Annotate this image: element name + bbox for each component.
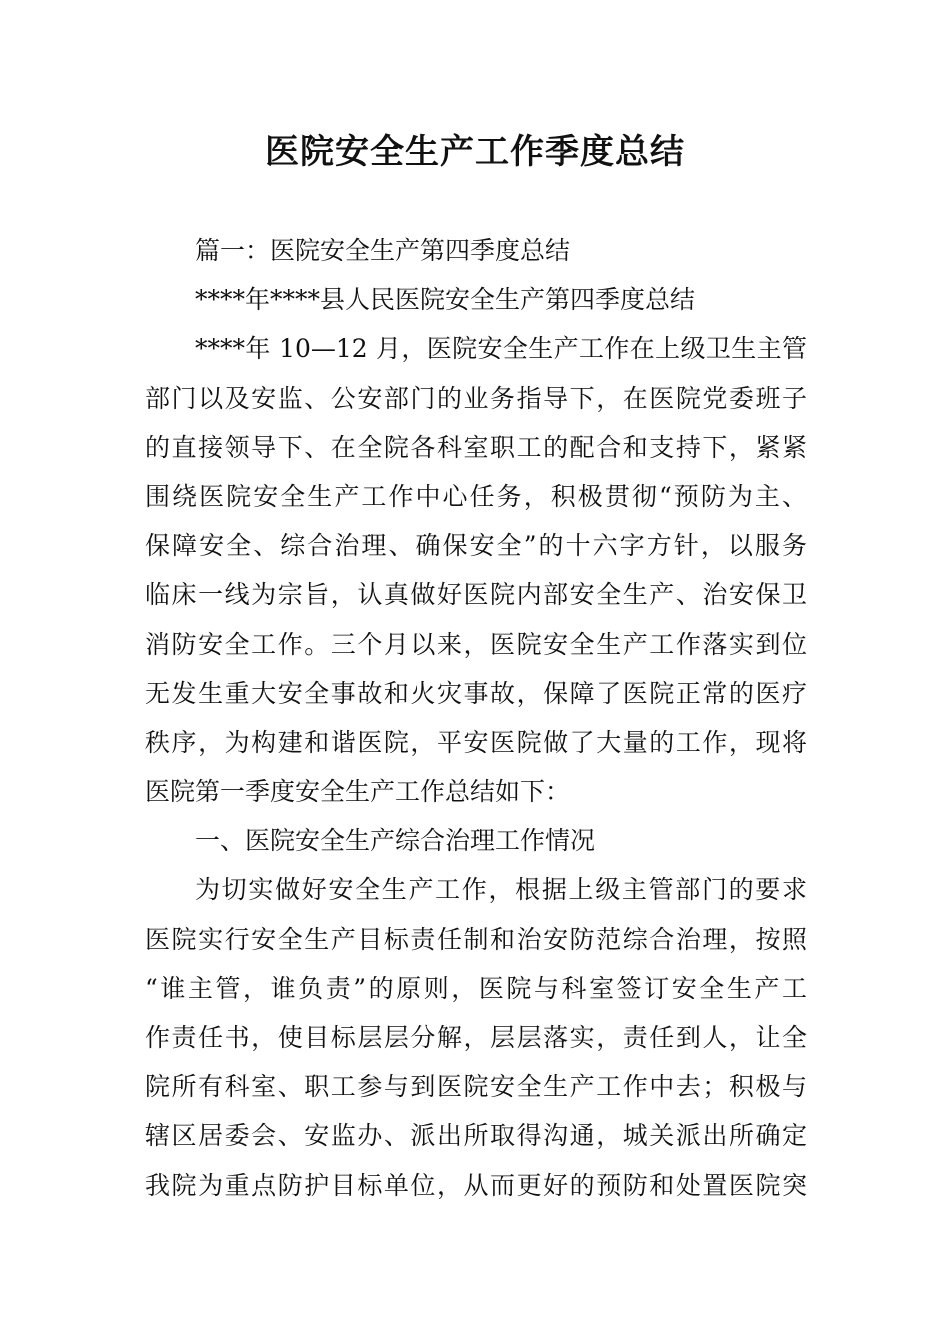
section-heading: 一、医院安全生产综合治理工作情况 [195, 826, 596, 856]
paragraph-line: 临床一线为宗旨，认真做好医院内部安全生产、治安保卫 [145, 580, 807, 610]
document-title: 医院安全生产工作季度总结 [265, 132, 685, 172]
paragraph-line: 秩序，为构建和谐医院，平安医院做了大量的工作，现将 [145, 727, 807, 757]
paragraph-line: “谁主管，谁负责”的原则，医院与科室签订安全生产工 [145, 973, 807, 1003]
paragraph-line: 辖区居委会、安监办、派出所取得沟通，城关派出所确定 [145, 1121, 807, 1151]
paragraph-line: 无发生重大安全事故和火灾事故，保障了医院正常的医疗 [145, 678, 807, 708]
paragraph-line: 作责任书，使目标层层分解，层层落实，责任到人，让全 [145, 1023, 807, 1052]
paragraph-line: 消防安全工作。三个月以来，医院安全生产工作落实到位 [145, 629, 807, 659]
paragraph-line: 保障安全、综合治理、确保安全”的十六字方针，以服务 [145, 531, 807, 561]
section-heading: 篇一：医院安全生产第四季度总结 [195, 236, 571, 265]
paragraph-line: ****年 10—12 月，医院安全生产工作在上级卫生主管 [195, 334, 807, 364]
paragraph-line: 院所有科室、职工参与到医院安全生产工作中去；积极与 [145, 1072, 807, 1102]
subtitle-line: ****年****县人民医院安全生产第四季度总结 [195, 285, 696, 315]
paragraph-line: 部门以及安监、公安部门的业务指导下，在医院党委班子 [145, 383, 807, 413]
paragraph-line: 医院第一季度安全生产工作总结如下： [145, 777, 571, 807]
paragraph-line: 我院为重点防护目标单位，从而更好的预防和处置医院突 [145, 1170, 807, 1200]
paragraph-line: 的直接领导下、在全院各科室职工的配合和支持下，紧紧 [145, 432, 807, 462]
paragraph-line: 为切实做好安全生产工作，根据上级主管部门的要求 [195, 875, 807, 905]
paragraph-line: 医院实行安全生产目标责任制和治安防范综合治理，按照 [145, 924, 807, 954]
document-body [145, 226, 807, 1210]
paragraph-line: 围绕医院安全生产工作中心任务，积极贯彻“预防为主、 [145, 481, 807, 511]
